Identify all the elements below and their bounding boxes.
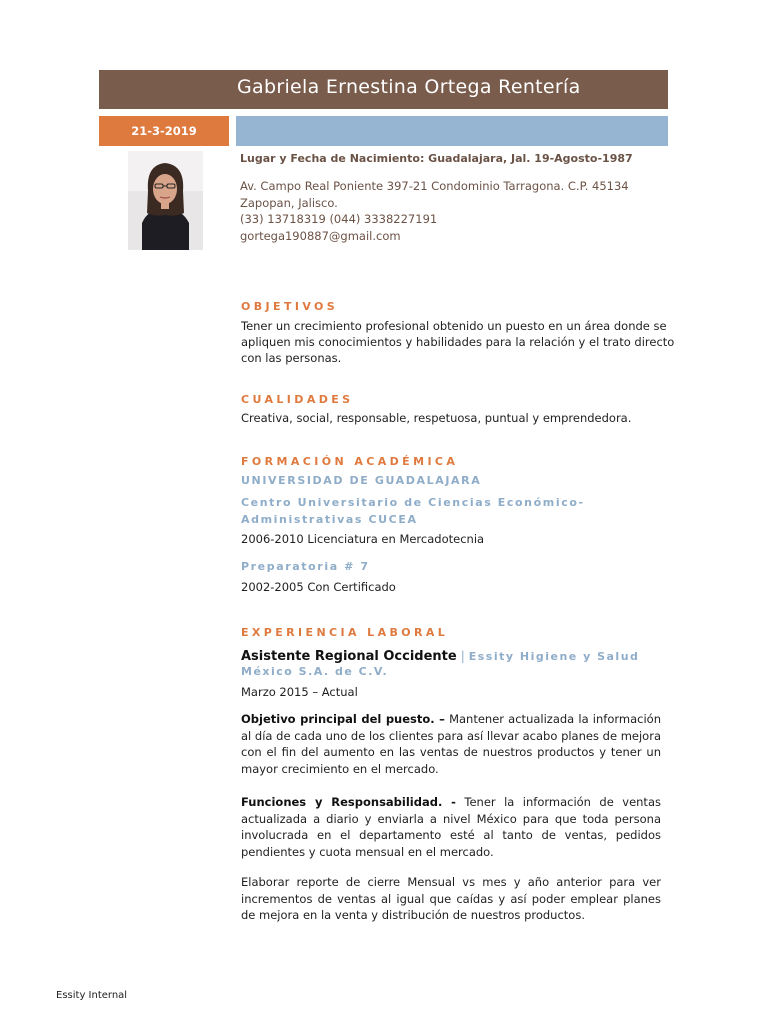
cualidades-heading: CUALIDADES: [241, 393, 354, 406]
university-center: [241, 494, 585, 528]
job-functions-text: Tener la información de ventas actualizada a diario y enviarla a nivel México para que toda persona involucrada en el departamento esté al tanto de ventas, pedidos pendientes y cuota mensual en el mercado.: [241, 795, 661, 859]
objetivos-line-2: apliquen mis conocimientos y habilidades para la relación y el trato directo: [241, 335, 675, 349]
job-objective-label: Objetivo principal del puesto. –: [241, 712, 445, 726]
job-separator: |: [460, 649, 465, 663]
prep-detail: 2002-2005 Con Certificado: [241, 580, 396, 594]
university-center-line-1: Centro Universitario de Ciencias Económico-: [241, 496, 585, 509]
name-banner: [99, 70, 668, 109]
company-name-line-2: México S.A. de C.V.: [241, 665, 389, 678]
job-period: Marzo 2015 – Actual: [241, 685, 358, 699]
prep-name: Preparatoria # 7: [241, 560, 370, 573]
job-objective: [241, 711, 661, 777]
university-center-line-2: Administrativas CUCEA: [241, 513, 418, 526]
degree-text: 2006-2010 Licenciatura en Mercadotecnia: [241, 532, 485, 546]
objetivos-heading: OBJETIVOS: [241, 300, 339, 313]
birth-info: Lugar y Fecha de Nacimiento: Guadalajara, Jal. 19-Agosto-1987: [240, 152, 633, 165]
job-functions: [241, 794, 661, 860]
job-objective-text: Mantener actualizada la información al día de cada uno de los clientes para así llevar acabo planes de mejora con el fin del aumento en las ventas de nuestros productos y tener un mayor crecimiento en el mercado.: [241, 712, 661, 776]
document-date: 21-3-2019: [131, 124, 197, 138]
experiencia-heading: EXPERIENCIA LABORAL: [241, 626, 449, 639]
accent-banner: [236, 116, 668, 146]
job-header: [241, 645, 639, 664]
job-title: Asistente Regional Occidente: [241, 649, 457, 664]
formacion-heading: FORMACIÓN ACADÉMICA: [241, 455, 459, 468]
objetivos-line-3: con las personas.: [241, 351, 342, 365]
objetivos-line-1: Tener un crecimiento profesional obtenido un puesto en un área donde se: [241, 319, 667, 333]
address-line-2: Zapopan, Jalisco.: [240, 195, 338, 210]
objetivos-text: [241, 318, 674, 366]
email-address: gortega190887@gmail.com: [240, 228, 401, 243]
candidate-name: Gabriela Ernestina Ortega Rentería: [237, 76, 581, 98]
university-name: UNIVERSIDAD DE GUADALAJARA: [241, 474, 482, 487]
address-line-1: Av. Campo Real Poniente 397-21 Condominio Tarragona. C.P. 45134: [240, 179, 629, 193]
job-functions-label: Funciones y Responsabilidad. -: [241, 795, 456, 809]
profile-photo: [128, 151, 203, 250]
company-name-line-1: Essity Higiene y Salud: [468, 650, 640, 663]
job-reports: Elaborar reporte de cierre Mensual vs mes y año anterior para ver incrementos de ventas al igual que caídas y así poder emplear planes de mejora en la venta y distribución de nuestros productos.: [241, 875, 661, 922]
contact-block: [240, 178, 629, 244]
cualidades-text: Creativa, social, responsable, respetuosa, puntual y emprendedora.: [241, 411, 632, 425]
footer-label: Essity Internal: [56, 990, 128, 1001]
phone-numbers: (33) 13718319 (044) 3338227191: [240, 212, 438, 226]
date-banner: [99, 116, 229, 146]
